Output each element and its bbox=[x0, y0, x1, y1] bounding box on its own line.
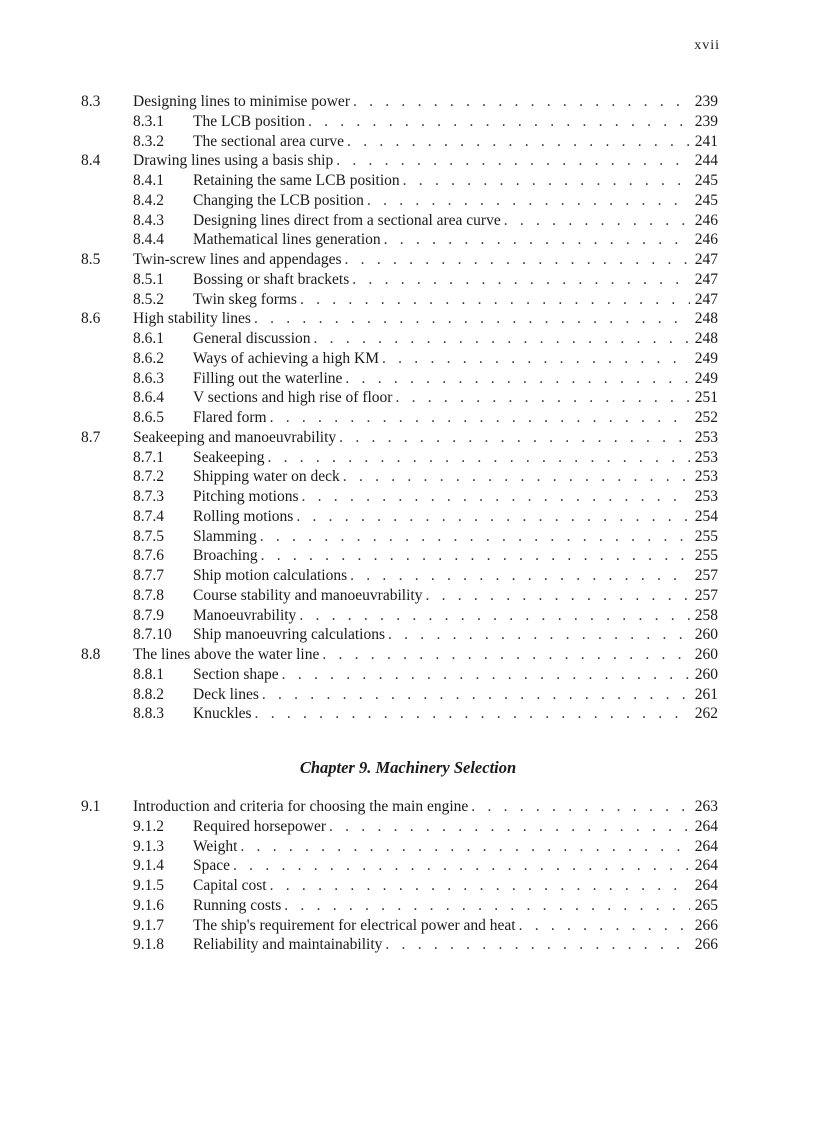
toc-entry-page: 246 bbox=[694, 211, 718, 229]
toc-entry bbox=[0, 507, 816, 527]
toc-entry-number: 8.7.4 bbox=[133, 507, 164, 525]
toc-entry-title: Manoeuvrability bbox=[193, 606, 297, 624]
toc-entry-page: 248 bbox=[694, 330, 718, 347]
toc-entry-title-wrap bbox=[133, 92, 690, 112]
toc-entry-title-wrap bbox=[193, 685, 690, 705]
toc-entry-title: Reliability and maintainability bbox=[193, 936, 383, 954]
toc-entry-page: 257 bbox=[694, 567, 718, 584]
toc-entry-number: 9.1.6 bbox=[133, 896, 164, 914]
toc-entry-number: 9.1.3 bbox=[133, 837, 164, 855]
toc-entry-page: 266 bbox=[694, 916, 718, 934]
toc-entry-title-wrap bbox=[193, 837, 690, 857]
toc-entry-number: 8.7.2 bbox=[133, 468, 164, 486]
toc-entry-number: 9.1.2 bbox=[133, 817, 164, 835]
toc-entry-page: 247 bbox=[694, 290, 718, 308]
toc-entry-title: Seakeeping and manoeuvrability bbox=[133, 428, 337, 446]
toc-entry-title: Introduction and criteria for choosing the main engine bbox=[133, 798, 469, 815]
toc-entry bbox=[0, 487, 816, 507]
toc-entry-title: Section shape bbox=[193, 665, 279, 683]
toc-entry-page: 247 bbox=[694, 251, 718, 268]
toc-entry-title: Running costs bbox=[193, 896, 282, 914]
toc-entry-number: 8.7.10 bbox=[133, 626, 172, 644]
dot-leader bbox=[388, 625, 690, 645]
toc-entry-page: 249 bbox=[694, 349, 718, 367]
toc-entry-number: 8.7.9 bbox=[133, 606, 164, 624]
toc-entry-title-wrap bbox=[193, 211, 690, 231]
toc-entry-page: 257 bbox=[694, 586, 718, 604]
chapter-heading: Chapter 9. Machinery Selection bbox=[299, 758, 517, 777]
toc-entry bbox=[0, 290, 816, 310]
dot-leader bbox=[339, 428, 690, 448]
toc-entry-number: 8.6.5 bbox=[133, 409, 164, 426]
toc-entry-number: 8.7.3 bbox=[133, 488, 164, 505]
toc-entry-page: 245 bbox=[694, 191, 718, 209]
toc-entry-title-wrap bbox=[193, 606, 690, 626]
toc-entry-number: 8.5 bbox=[81, 251, 101, 268]
toc-entry bbox=[0, 151, 816, 171]
toc-entry-title: Knuckles bbox=[193, 705, 252, 723]
toc-entry-number: 8.4.4 bbox=[133, 231, 164, 249]
toc-entry-title: Drawing lines using a basis ship bbox=[133, 152, 334, 170]
toc-entry-page: 245 bbox=[694, 172, 718, 189]
toc-entry-title: Pitching motions bbox=[193, 488, 299, 505]
toc-entry-title: The sectional area curve bbox=[193, 132, 345, 150]
dot-leader bbox=[345, 250, 690, 270]
toc-entry-number: 8.6.3 bbox=[133, 369, 164, 387]
toc-entry bbox=[0, 349, 816, 369]
toc-entry-page: 253 bbox=[694, 428, 718, 446]
toc-entry-title: Ways of achieving a high KM bbox=[193, 349, 379, 367]
toc-entry-page: 264 bbox=[694, 857, 718, 875]
toc-entry-title: Designing lines direct from a sectional area curve bbox=[193, 211, 501, 229]
dot-leader bbox=[329, 817, 690, 837]
dot-leader bbox=[300, 290, 690, 310]
dot-leader bbox=[255, 704, 690, 724]
toc-entry bbox=[0, 230, 816, 250]
toc-entry-title: Seakeeping bbox=[193, 448, 265, 466]
toc-entry-page: 241 bbox=[694, 132, 718, 150]
dot-leader bbox=[347, 132, 690, 152]
dot-leader bbox=[382, 349, 690, 369]
dot-leader bbox=[343, 467, 690, 487]
toc-entry-title: Rolling motions bbox=[193, 507, 294, 525]
toc-entry bbox=[0, 270, 816, 290]
toc-entry-title-wrap bbox=[193, 191, 690, 211]
toc-entry bbox=[0, 935, 816, 955]
toc-entry bbox=[0, 685, 816, 705]
toc-entry-title-wrap bbox=[193, 270, 690, 290]
toc-entry-title: Course stability and manoeuvrability bbox=[193, 586, 423, 604]
dot-leader bbox=[302, 487, 691, 507]
toc-entry-title-wrap bbox=[193, 507, 690, 527]
toc-entry-title-wrap bbox=[193, 896, 690, 916]
dot-leader bbox=[314, 329, 690, 349]
toc-entry-title-wrap bbox=[193, 467, 690, 487]
dot-leader bbox=[299, 606, 690, 626]
toc-entry bbox=[0, 132, 816, 152]
toc-entry-page: 264 bbox=[694, 837, 718, 855]
dot-leader bbox=[262, 685, 690, 705]
toc-entry-page: 265 bbox=[694, 896, 718, 914]
toc-entry-page: 247 bbox=[694, 270, 718, 288]
toc-entry-page: 260 bbox=[694, 646, 718, 663]
page-number: xvii bbox=[694, 38, 720, 53]
toc-entry-page: 253 bbox=[694, 468, 718, 486]
toc-entry bbox=[0, 112, 816, 132]
toc-entry-title: Designing lines to minimise power bbox=[133, 93, 350, 110]
toc-entry-number: 8.6.4 bbox=[133, 389, 164, 407]
dot-leader bbox=[282, 665, 690, 685]
toc-entry-title-wrap bbox=[133, 151, 690, 171]
toc-entry-title-wrap bbox=[193, 916, 690, 936]
toc-entry-page: 254 bbox=[694, 507, 718, 525]
toc-entry-title: The ship's requirement for electrical power and heat bbox=[193, 916, 516, 934]
toc-entry-number: 9.1.4 bbox=[133, 857, 164, 875]
toc-entry-page: 260 bbox=[694, 665, 718, 683]
toc-entry bbox=[0, 369, 816, 389]
toc-entry-title: Retaining the same LCB position bbox=[193, 172, 400, 189]
dot-leader bbox=[270, 876, 690, 896]
toc-entry-title-wrap bbox=[193, 388, 690, 408]
toc-entry bbox=[0, 250, 816, 270]
toc-entry-number: 8.4.3 bbox=[133, 211, 164, 229]
dot-leader bbox=[336, 151, 690, 171]
dot-leader bbox=[395, 388, 690, 408]
dot-leader bbox=[261, 546, 690, 566]
toc-entry-page: 251 bbox=[694, 389, 718, 407]
toc-entry-title: Mathematical lines generation bbox=[193, 231, 381, 249]
toc-entry-title-wrap bbox=[133, 309, 690, 329]
toc-entry-number: 8.7 bbox=[81, 428, 101, 446]
toc-entry-title-wrap bbox=[193, 112, 690, 132]
toc-entry-page: 239 bbox=[694, 112, 718, 130]
toc-entry-title: Twin-screw lines and appendages bbox=[133, 251, 342, 268]
toc-entry-title: Slamming bbox=[193, 527, 257, 545]
toc-entry bbox=[0, 92, 816, 112]
toc-entry-title-wrap bbox=[193, 586, 690, 606]
toc-entry-page: 260 bbox=[694, 626, 718, 644]
toc-entry-title-wrap bbox=[193, 546, 690, 566]
toc-entry-title-wrap bbox=[193, 349, 690, 369]
toc-entry-number: 8.7.6 bbox=[133, 547, 164, 565]
toc-entry bbox=[0, 797, 816, 817]
dot-leader bbox=[308, 112, 690, 132]
toc-entry-number: 9.1.7 bbox=[133, 916, 164, 934]
toc-entry-title: Space bbox=[193, 857, 231, 875]
toc-entry-title-wrap bbox=[133, 797, 690, 817]
toc-entry bbox=[0, 704, 816, 724]
toc-entry-page: 248 bbox=[694, 310, 718, 328]
toc-entry-title: V sections and high rise of floor bbox=[193, 389, 393, 407]
dot-leader bbox=[350, 566, 690, 586]
toc-entry-page: 244 bbox=[694, 152, 718, 170]
toc-entry bbox=[0, 586, 816, 606]
toc-entry-number: 8.4.1 bbox=[133, 172, 164, 189]
toc-entry bbox=[0, 606, 816, 626]
toc-entry-title: Flared form bbox=[193, 409, 267, 426]
toc-entry bbox=[0, 896, 816, 916]
toc-entry-title-wrap bbox=[193, 856, 690, 876]
toc-entry-title-wrap bbox=[193, 935, 690, 955]
toc-entry-page: 258 bbox=[694, 606, 718, 624]
toc-entry-title-wrap bbox=[133, 250, 690, 270]
toc-entry-page: 264 bbox=[694, 877, 718, 894]
toc-entry-title: Filling out the waterline bbox=[193, 369, 343, 387]
toc-entry-title: The lines above the water line bbox=[133, 646, 320, 663]
toc-entry-title-wrap bbox=[193, 369, 690, 389]
toc-entry-title-wrap bbox=[193, 527, 690, 547]
toc-entry-number: 8.3.2 bbox=[133, 132, 164, 150]
toc-entry bbox=[0, 467, 816, 487]
toc-entry-title: Ship motion calculations bbox=[193, 567, 348, 584]
toc-entry-number: 8.5.1 bbox=[133, 270, 164, 288]
toc-entry-title-wrap bbox=[133, 428, 690, 448]
toc-entry-number: 8.5.2 bbox=[133, 290, 164, 308]
toc-entry-number: 8.7.8 bbox=[133, 586, 164, 604]
toc-entry-number: 8.3.1 bbox=[133, 112, 164, 130]
toc-entry bbox=[0, 665, 816, 685]
toc-entry-title: Ship manoeuvring calculations bbox=[193, 626, 385, 644]
toc-entry-page: 263 bbox=[694, 798, 718, 815]
toc-entry-title-wrap bbox=[193, 625, 690, 645]
toc-entry-title: Changing the LCB position bbox=[193, 191, 364, 209]
toc-entry-title: Deck lines bbox=[193, 685, 259, 703]
toc-entry-number: 9.1 bbox=[81, 798, 101, 815]
toc-entry-page: 261 bbox=[694, 685, 718, 703]
toc-entry-title-wrap bbox=[193, 487, 690, 507]
toc-entry-page: 255 bbox=[694, 527, 718, 545]
toc-entry-title-wrap bbox=[193, 876, 690, 896]
toc-entry-number: 8.8.2 bbox=[133, 685, 164, 703]
toc-entry-title-wrap bbox=[193, 448, 690, 468]
toc-entry-number: 8.4 bbox=[81, 152, 101, 170]
toc-entry-title: High stability lines bbox=[133, 310, 251, 328]
toc-entry-title: The LCB position bbox=[193, 112, 305, 130]
toc-entry-page: 249 bbox=[694, 369, 718, 387]
dot-leader bbox=[425, 586, 690, 606]
toc-entry-title-wrap bbox=[193, 290, 690, 310]
toc-entry-number: 8.8.1 bbox=[133, 665, 164, 683]
toc-entry bbox=[0, 856, 816, 876]
dot-leader bbox=[345, 369, 690, 389]
toc-entry bbox=[0, 329, 816, 349]
toc-entry-title: Twin skeg forms bbox=[193, 290, 297, 308]
toc-entry bbox=[0, 817, 816, 837]
toc-entry-page: 252 bbox=[694, 409, 718, 426]
toc-entry-page: 253 bbox=[694, 488, 718, 505]
toc-entry-title: Weight bbox=[193, 837, 238, 855]
toc-entry-title-wrap bbox=[193, 817, 690, 837]
toc-entry-page: 266 bbox=[694, 936, 718, 954]
toc-entry-title-wrap bbox=[193, 171, 690, 191]
toc-entry-page: 262 bbox=[694, 705, 718, 723]
toc-entry-title-wrap bbox=[133, 645, 690, 665]
toc-entry-number: 8.8 bbox=[81, 646, 101, 663]
toc-entry-title: Required horsepower bbox=[193, 817, 326, 835]
toc-entry bbox=[0, 448, 816, 468]
dot-leader bbox=[267, 448, 690, 468]
toc-entry bbox=[0, 191, 816, 211]
toc-entry-title-wrap bbox=[193, 665, 690, 685]
dot-leader bbox=[240, 837, 690, 857]
toc-entry-title-wrap bbox=[193, 704, 690, 724]
toc-entry bbox=[0, 388, 816, 408]
toc-entry bbox=[0, 527, 816, 547]
toc-entry-number: 8.7.1 bbox=[133, 448, 164, 466]
dot-leader bbox=[352, 270, 690, 290]
dot-leader bbox=[519, 916, 690, 936]
toc-entry-number: 8.6 bbox=[81, 310, 101, 328]
dot-leader bbox=[403, 171, 690, 191]
dot-leader bbox=[385, 935, 690, 955]
dot-leader bbox=[284, 896, 690, 916]
toc-entry bbox=[0, 428, 816, 448]
toc-entry-title-wrap bbox=[193, 230, 690, 250]
toc-entry-number: 9.1.5 bbox=[133, 877, 164, 894]
toc-entry-title: Bossing or shaft brackets bbox=[193, 270, 350, 288]
toc-entry-number: 9.1.8 bbox=[133, 936, 164, 954]
toc-entry bbox=[0, 566, 816, 586]
toc-entry bbox=[0, 876, 816, 896]
toc-entry-title-wrap bbox=[193, 566, 690, 586]
toc-entry-title: Capital cost bbox=[193, 877, 267, 894]
dot-leader bbox=[471, 797, 690, 817]
toc-entry-number: 8.4.2 bbox=[133, 191, 164, 209]
toc-entry bbox=[0, 211, 816, 231]
toc-entry bbox=[0, 625, 816, 645]
dot-leader bbox=[270, 408, 690, 428]
toc-entry-title: Shipping water on deck bbox=[193, 468, 340, 486]
dot-leader bbox=[504, 211, 690, 231]
toc-entry-page: 264 bbox=[694, 817, 718, 835]
dot-leader bbox=[367, 191, 690, 211]
toc-entry-title: General discussion bbox=[193, 330, 311, 347]
toc-entry-page: 246 bbox=[694, 231, 718, 249]
dot-leader bbox=[260, 527, 690, 547]
toc-entry bbox=[0, 645, 816, 665]
toc-entry-title: Broaching bbox=[193, 547, 258, 565]
toc-entry-number: 8.7.7 bbox=[133, 567, 164, 584]
toc-entry-number: 8.8.3 bbox=[133, 705, 164, 723]
toc-entry bbox=[0, 916, 816, 936]
toc-entry-number: 8.7.5 bbox=[133, 527, 164, 545]
toc-entry-number: 8.6.2 bbox=[133, 349, 164, 367]
toc-entry-title-wrap bbox=[193, 329, 690, 349]
toc-entry bbox=[0, 408, 816, 428]
toc-entry bbox=[0, 309, 816, 329]
toc-entry bbox=[0, 837, 816, 857]
dot-leader bbox=[384, 230, 690, 250]
toc-entry-title-wrap bbox=[193, 132, 690, 152]
toc-entry-title-wrap bbox=[193, 408, 690, 428]
dot-leader bbox=[233, 856, 690, 876]
toc-entry-page: 239 bbox=[694, 93, 718, 110]
toc-entry-page: 255 bbox=[694, 547, 718, 565]
dot-leader bbox=[296, 507, 690, 527]
toc-entry bbox=[0, 171, 816, 191]
dot-leader bbox=[322, 645, 690, 665]
toc-entry-page: 253 bbox=[694, 448, 718, 466]
dot-leader bbox=[254, 309, 690, 329]
dot-leader bbox=[353, 92, 690, 112]
toc-entry bbox=[0, 546, 816, 566]
toc-entry-number: 8.3 bbox=[81, 93, 101, 110]
toc-entry-number: 8.6.1 bbox=[133, 330, 164, 347]
